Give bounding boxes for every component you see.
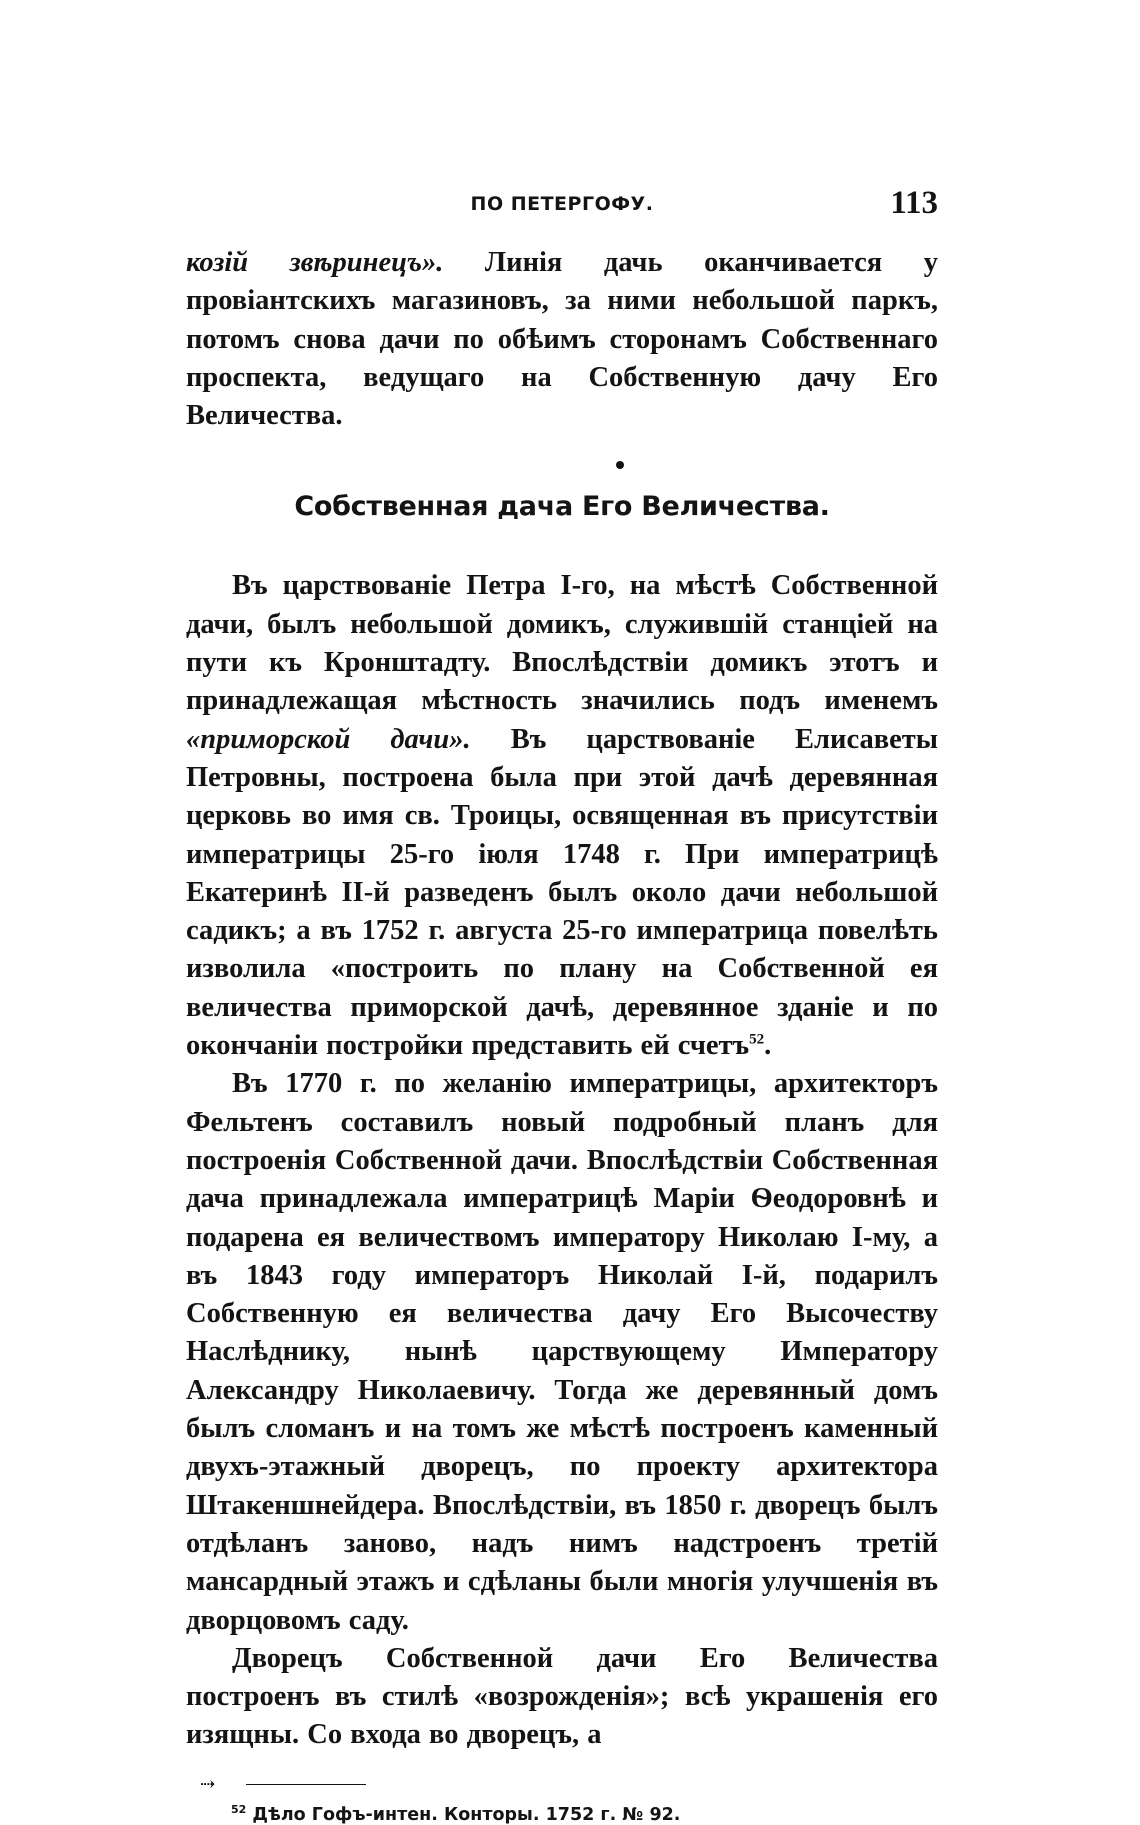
ornament-dot	[616, 461, 624, 469]
footnote-number: 52	[231, 1802, 247, 1816]
running-title: ПО ПЕТЕРГОФУ.	[470, 193, 654, 215]
footnote-separator	[186, 1773, 938, 1794]
intro-text: Линія дачь оканчивается у провіантскихъ магазиновъ, за ними небольшой паркъ, потомъ снова дачи по обѣимъ сторонамъ Собственнаго проспекта, ведущаго на Собственную дачу Его Величества.	[186, 247, 939, 432]
footnote-reference: 52	[749, 1031, 765, 1048]
book-page	[186, 185, 938, 1825]
footnote	[231, 1802, 938, 1825]
paragraph-1	[186, 567, 938, 1065]
paragraph-1-part-2: Въ царствованіе Елисаветы Петровны, построена была при этой дачѣ деревянная церковь во имя св. Троицы, освященная въ присутствіи императрицы 25-го іюля 1748 г. При императрицѣ Екатеринѣ II-й разведенъ былъ около дачи небольшой садикъ; а въ 1752 г. августа 25-го императрица повелѣть изволила «построить по плану на Собственной ея величества приморской дачѣ, деревянное зданіе и по окончаніи постройки представить ей счетъ	[186, 723, 938, 1062]
paragraph-2: Въ 1770 г. по желанію императрицы, архитекторъ Фельтенъ составилъ новый подробный планъ для построенія Собственной дачи. Впослѣдствіи Собственная дача принадлежала императрицѣ Маріи Ѳеодоровнѣ и подарена ея величествомъ императору Николаю I-му, а въ 1843 году императоръ Николай I-й, подарилъ Собственную ея величества дачу Его Высочеству Наслѣднику, нынѣ царствующему Императору Александру Николаевичу. Тогда же деревянный домъ былъ сломанъ и на томъ же мѣстѣ построенъ каменный двухъ-этажный дворецъ, по проекту архитектора Штакеншнейдера. Впослѣдствіи, въ 1850 г. дворецъ былъ отдѣланъ заново, надъ нимъ надстроенъ третій мансардный этажъ и сдѣланы были многія улучшенія въ дворцовомъ саду.	[186, 1068, 938, 1636]
section-body	[186, 567, 938, 1754]
intro-paragraph	[186, 244, 938, 435]
footnote-text: Дѣло Гофъ-интен. Конторы. 1752 г. № 92.	[252, 1804, 681, 1825]
paragraph-1-italic: «приморской дачи».	[186, 723, 471, 755]
paragraph-1-end: .	[764, 1030, 772, 1062]
section-heading: Собственная дача Его Величества.	[294, 491, 830, 523]
arrow-marker-icon: ⇢	[200, 1773, 216, 1794]
paragraph-3: Дворецъ Собственной дачи Его Величества построенъ въ стилѣ «возрожденія»; всѣ украшенія его изящны. Со входа во дворецъ, а	[186, 1642, 938, 1751]
footnote-rule-line	[246, 1784, 366, 1785]
running-header	[186, 185, 938, 229]
italic-term: козій звѣринецъ».	[186, 247, 444, 278]
page-number: 113	[890, 185, 938, 221]
paragraph-1-part-1: Въ царствованіе Петра I-го, на мѣстѣ Собственной дачи, былъ небольшой домикъ, служившій станціей на пути къ Кронштадту. Впослѣдствіи домикъ этотъ и принадлежащая мѣстность значились подъ именемъ	[186, 570, 938, 717]
